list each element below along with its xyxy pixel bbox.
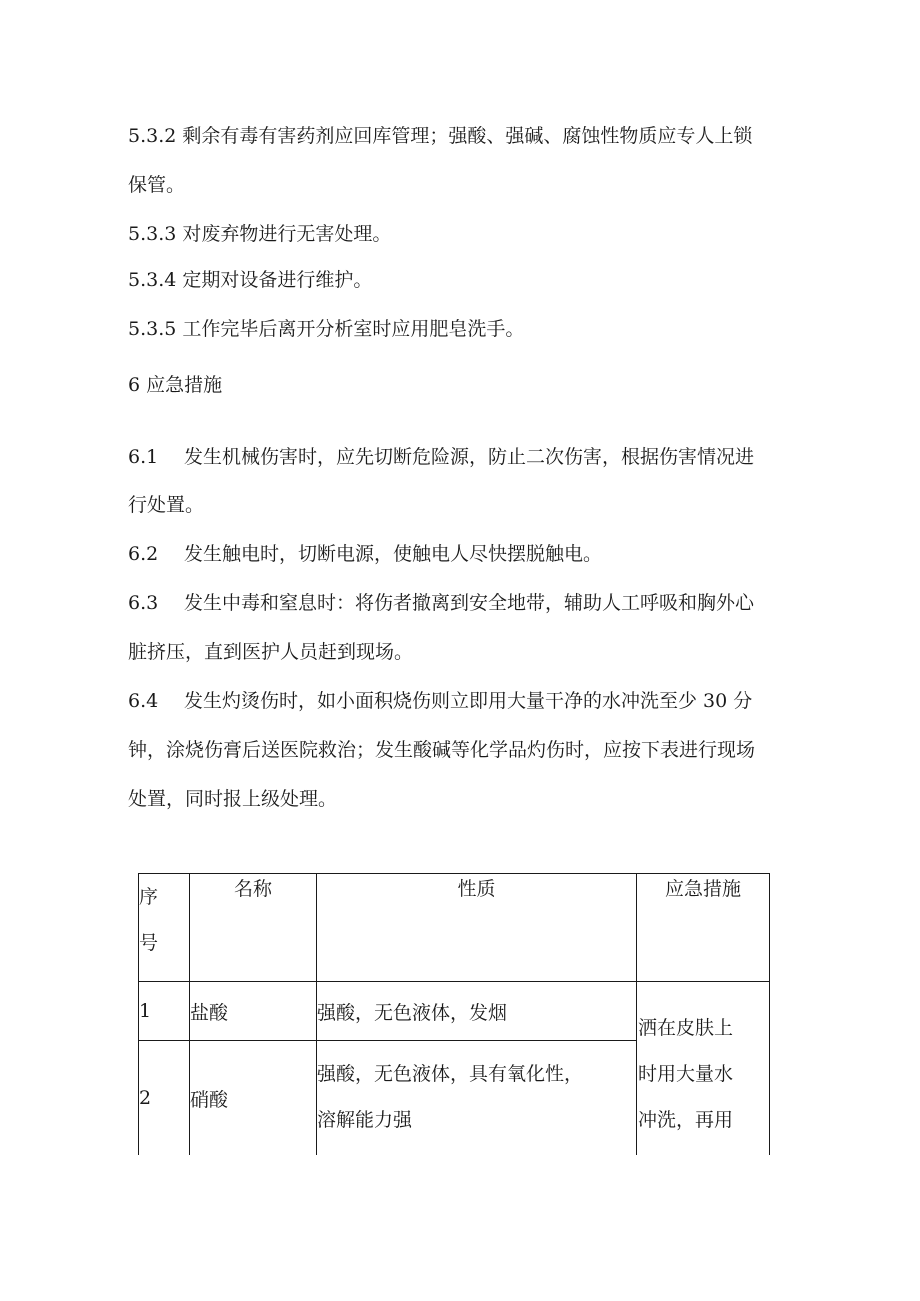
- paragraph-5-3-2-line2: 保管。: [128, 174, 186, 196]
- header-property: 性质: [317, 874, 637, 982]
- table-row: [139, 982, 770, 1041]
- measure-line3: 冲洗，再用: [638, 1109, 734, 1131]
- paragraph-5-3-5: 5.3.5 工作完毕后离开分析室时应用肥皂洗手。: [128, 318, 525, 340]
- row2-property-line2: 溶解能力强: [317, 1109, 413, 1131]
- paragraph-6-3-text: 发生中毒和窒息时：将伤者撤离到安全地带，辅助人工呼吸和胸外心: [184, 592, 755, 614]
- measure-line2: 时用大量水: [638, 1063, 734, 1085]
- paragraph-5-3-2-line1: 5.3.2 剩余有毒有害药剂应回库管理；强酸、强碱、腐蚀性物质应专人上锁: [128, 125, 753, 147]
- row1-name: 盐酸: [190, 982, 317, 1041]
- paragraph-6-4-line3: 处置，同时报上级处理。: [128, 788, 338, 810]
- header-name: 名称: [190, 874, 317, 982]
- row2-property: [317, 1041, 637, 1156]
- measure-cell: [637, 982, 770, 1156]
- row1-seq: 1: [139, 982, 190, 1041]
- paragraph-6-4-line2: 钟，涂烧伤膏后送医院救治；发生酸碱等化学品灼伤时，应按下表进行现场: [128, 739, 756, 761]
- header-seq-line1: 序: [139, 886, 159, 908]
- paragraph-6-4-line1: [128, 689, 752, 713]
- paragraph-6-1-number: 6.1: [128, 446, 159, 468]
- paragraph-6-1-text: 发生机械伤害时，应先切断危险源，防止二次伤害，根据伤害情况进: [184, 446, 755, 468]
- header-seq: [139, 874, 190, 982]
- paragraph-5-3-3: 5.3.3 对废弃物进行无害处理。: [128, 223, 392, 245]
- chemical-burn-table: [138, 873, 770, 1155]
- section-6-title: 6 应急措施: [128, 374, 223, 396]
- row2-property-line1: 强酸，无色液体，具有氧化性，: [317, 1063, 584, 1085]
- measure-line1: 洒在皮肤上: [638, 1017, 734, 1039]
- paragraph-6-3-line1: [128, 591, 754, 615]
- paragraph-6-2-text: 发生触电时，切断电源，使触电人尽快摆脱触电。: [184, 543, 603, 565]
- paragraph-5-3-4: 5.3.4 定期对设备进行维护。: [128, 269, 373, 291]
- paragraph-6-1-line1: [128, 445, 754, 469]
- header-measure: 应急措施: [637, 874, 770, 982]
- row2-seq: 2: [139, 1041, 190, 1156]
- table-header-row: [139, 874, 770, 982]
- paragraph-6-2-line1: [128, 542, 602, 566]
- row2-name: 硝酸: [190, 1041, 317, 1156]
- paragraph-6-2-number: 6.2: [128, 543, 159, 565]
- row1-property: 强酸，无色液体，发烟: [317, 982, 637, 1041]
- paragraph-6-3-line2: 脏挤压，直到医护人员赶到现场。: [128, 641, 414, 663]
- paragraph-6-4-number: 6.4: [128, 690, 159, 712]
- paragraph-6-4-text: 发生灼烫伤时，如小面积烧伤则立即用大量干净的水冲洗至少 30 分: [184, 690, 753, 712]
- paragraph-6-3-number: 6.3: [128, 592, 159, 614]
- header-seq-line2: 号: [139, 932, 159, 954]
- paragraph-6-1-line2: 行处置。: [128, 494, 205, 516]
